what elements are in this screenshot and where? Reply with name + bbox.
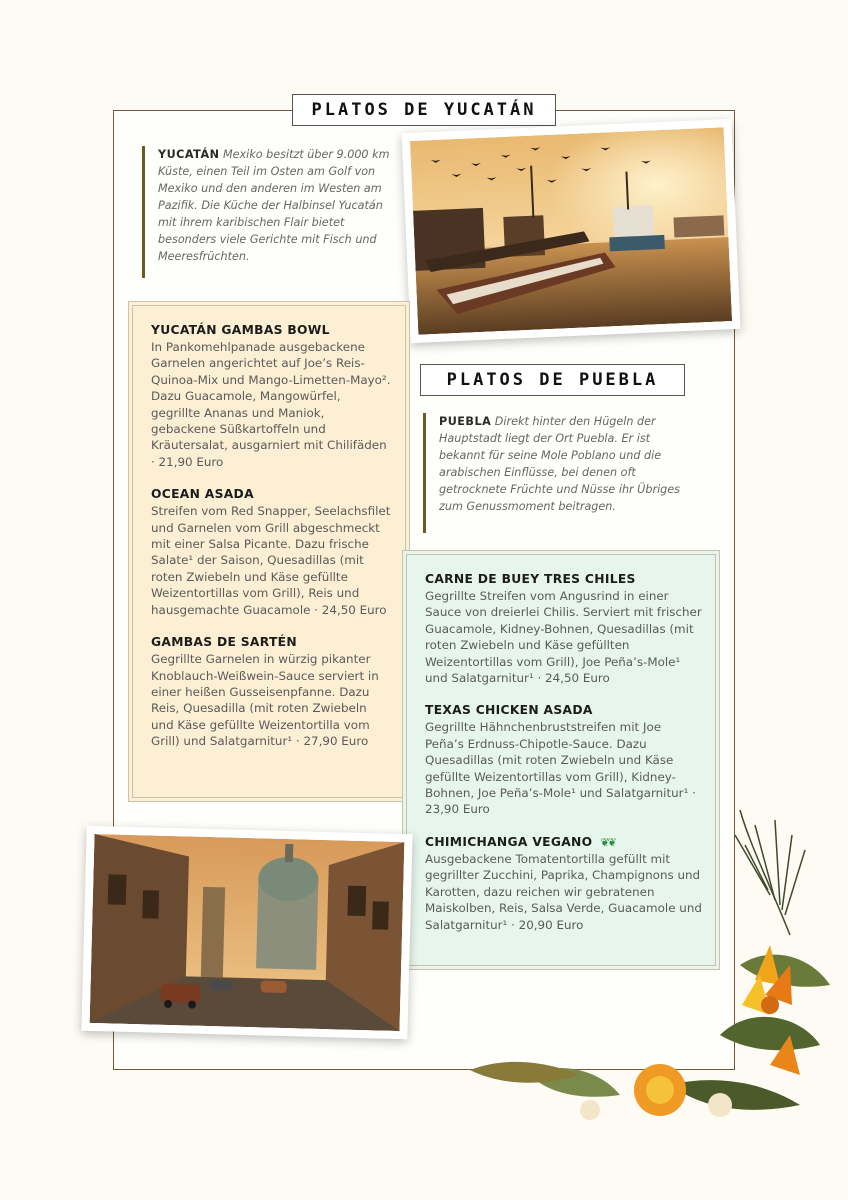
harbor-illustration [410,127,732,335]
intro-puebla-text: Direkt hinter den Hügeln der Hauptstadt liegt der Ort Puebla. Er ist bekannt für seine Mole Poblano und die arabischen Einflüsse, bei denen oft getrocknete Früchte und Nüsse ihr Übriges zum Genussmoment beitragen. [439,415,680,513]
dish-name: TEXAS CHICKEN ASADA [425,703,593,718]
dish-name: OCEAN ASADA [151,487,254,502]
dish-ocean-asada [151,486,393,618]
dish-name: CARNE DE BUEY TRES CHILES [425,572,636,586]
dish-description: Streifen vom Red Snapper, Seelachsfilet und Garnelen vom Grill abgeschmeckt mit einer Salsa Picante. Dazu frische Salate¹ der Saison, Quesadillas (mit roten Zwiebeln und Käse gefüllte Weizentortillas vom Grill), Reis und hausgemachte Guacamole · 24,50 Euro [151,504,391,617]
dish-texas-chicken-asada [425,702,703,817]
dish-description: Gegrillte Hähnchenbruststreifen mit Joe Peña’s Erdnuss-Chipotle-Sauce. Dazu Quesadillas (mit roten Zwiebeln und Käse gefüllte Weizentortillas vom Grill), Kidney-Bohnen, Joe Peña’s-Mole¹ und Salatgarnitur¹ · 23,90 Euro [425,720,696,817]
section-title-yucatan-text: PLATOS DE YUCATÁN [311,100,537,120]
vegan-leaf-icon: ❦❦ [600,835,615,849]
dish-name: GAMBAS DE SARTÉN [151,635,297,650]
dish-name: CHIMICHANGA VEGANO [425,834,593,849]
street-photo [81,826,412,1039]
dish-yucatan-gambas-bowl [151,322,393,470]
section-title-yucatan [292,94,556,126]
intro-puebla [423,413,685,533]
intro-yucatan-text: Mexiko besitzt über 9.000 km Küste, einen Teil im Osten am Golf von Mexiko und den anderen im Westen am Pazifik. Die Küche der Halbinsel Yucatán mit ihrem karibischen Flair bietet besonders viele Gerichte mit Fisch und Meeresfrüchten. [158,148,390,263]
section-title-puebla-text: PLATOS DE PUEBLA [446,370,659,390]
dish-description: Gegrillte Streifen vom Angusrind in einer Sauce von dreierlei Chilis. Serviert mit frischer Guacamole, Kidney-Bohnen, Quesadillas (mit roten Zwiebeln und Käse gefüllten Weizentortillas vom Grill), Joe Peña’s-Mole¹ und Salatgarnitur¹ · 24,50 Euro [425,589,702,686]
dish-description: Ausgebackene Tomatentortilla gefüllt mit gegrillter Zucchini, Paprika, Champignons und Karotten, dazu reichen wir gebratenen Maiskolben, Reis, Salsa Verde, Guacamole und Salatgarnitur¹ · 20,90 Euro [425,851,702,932]
dish-carne-de-buey [425,571,703,686]
yucatan-dishes-box [128,301,410,802]
intro-puebla-lead: PUEBLA [439,415,492,428]
dish-description: Gegrillte Garnelen in würzig pikanter Knoblauch-Weißwein-Sauce serviert in einer heißen Gusseisenpfanne. Dazu Reis, Quesadilla (mit roten Zwiebeln und Käse gefüllte Weizentortilla vom Grill) und Salatgarnitur¹ · 27,90 Euro [151,652,379,749]
intro-yucatan-lead: YUCATÁN [158,148,220,161]
street-illustration [90,834,405,1031]
harbor-photo [402,119,741,343]
dish-gambas-de-sarten [151,634,393,749]
section-title-puebla [420,364,685,396]
palm-leaf-icon [735,810,805,935]
dish-description: In Pankomehlpanade ausgebackene Garnelen angerichtet auf Joe’s Reis-Quinoa-Mix und Mango-Limetten-Mayo². Dazu Guacamole, Mangowürfel, gegrillte Ananas und Maniok, gebackene Süßkartoffeln und Kräutersalat, ausgarniert mit Chilifäden · 21,90 Euro [151,340,391,469]
floral-decoration [470,805,848,1150]
intro-yucatan [142,146,398,278]
dish-name: YUCATÁN GAMBAS BOWL [151,323,330,337]
